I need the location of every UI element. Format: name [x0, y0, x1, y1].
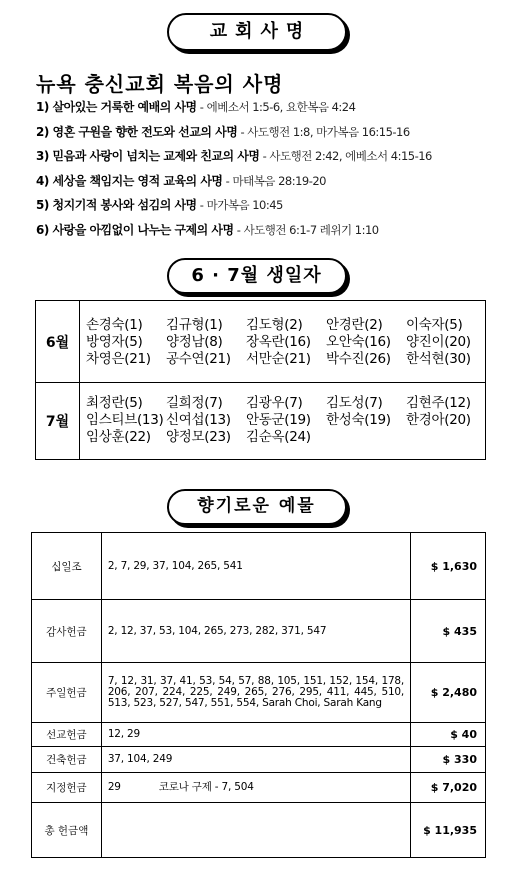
offering-header-pill: 향기로운 예물: [167, 489, 347, 525]
birthday-name: 김광우(7): [246, 395, 303, 411]
birthday-name: 김순옥(24): [246, 429, 311, 445]
offering-amount: $ 435: [411, 600, 486, 663]
month-label: 7월: [36, 383, 80, 459]
mission-item: 1) 살아있는 거룩한 예배의 사명 - 에베소서 1:5-6, 요한복음 4:24: [36, 100, 356, 114]
offering-amount: $ 7,020: [411, 773, 486, 803]
birthday-name: 박수진(26): [326, 351, 391, 367]
offering-amount: $ 40: [411, 723, 486, 747]
birthday-name: 이숙자(5): [406, 317, 463, 333]
offering-note: 코로나 구제 - 7, 504: [158, 781, 254, 793]
birthday-name: 김도형(2): [246, 317, 303, 333]
offering-category: 감사헌금: [32, 600, 102, 663]
offering-total-amount: $ 11,935: [411, 803, 486, 858]
birthday-names-june: [86, 317, 486, 368]
offering-category: 총 헌금액: [32, 803, 102, 858]
birthday-name: 김현주(12): [406, 395, 471, 411]
mission-list: [36, 99, 506, 246]
birthday-name: 최정란(5): [86, 395, 143, 411]
offering-numbers: 7, 12, 31, 37, 41, 53, 54, 57, 88, 105, 151, 152, 154, 178, 206, 207, 224, 225, 249, 265, 276, 295, 411, 445, 510, 513, 523, 527, 547, 551, 554, Sarah Choi, Sarah Kang: [101, 663, 410, 723]
table-row: [32, 533, 486, 600]
birthday-name: 길희정(7): [166, 395, 223, 411]
birthday-name: 손경숙(1): [86, 317, 143, 333]
offering-amount: $ 1,630: [411, 533, 486, 600]
offering-numbers: 29 코로나 구제 - 7, 504: [101, 773, 410, 803]
birthday-name: 신여섭(13): [166, 412, 231, 428]
offering-category: 주일헌금: [32, 663, 102, 723]
birthday-name: 한석현(30): [406, 351, 471, 367]
table-row: [32, 600, 486, 663]
offering-category: 건축헌금: [32, 747, 102, 773]
offering-numbers: 12, 29: [101, 723, 410, 747]
birthday-name: 김도성(7): [326, 395, 383, 411]
birthday-name: 임스티브(13): [86, 412, 164, 428]
birthday-name: 차영은(21): [86, 351, 151, 367]
birthday-name: 김규형(1): [166, 317, 223, 333]
offering-table: [31, 532, 486, 858]
mission-item: 4) 세상을 책임지는 영적 교육의 사명 - 마태복음 28:19-20: [36, 173, 326, 188]
birthday-name: 한경아(20): [406, 412, 471, 428]
table-row: [32, 803, 486, 858]
table-row: [32, 663, 486, 723]
mission-item: 5) 청지기적 봉사와 섬김의 사명 - 마가복음 10:45: [36, 198, 283, 212]
offering-numbers: 2, 7, 29, 37, 104, 265, 541: [101, 533, 410, 600]
offering-numbers: 37, 104, 249: [101, 747, 410, 773]
offering-numbers: [101, 803, 410, 858]
birthday-name: 양정남(8): [166, 334, 223, 350]
mission-header-pill: 교회사명: [167, 13, 347, 51]
offering-numbers: 2, 12, 37, 53, 104, 265, 273, 282, 371, 547: [101, 600, 410, 663]
offering-category: 선교헌금: [32, 723, 102, 747]
birthday-name: 한성숙(19): [326, 412, 391, 428]
birthday-name: 장옥란(16): [246, 334, 311, 350]
birthday-row-june: [36, 301, 485, 383]
birthday-name: 서만순(21): [246, 351, 311, 367]
birthday-table: [35, 300, 486, 460]
offering-amount: $ 330: [411, 747, 486, 773]
mission-item: 6) 사랑을 아낌없이 나누는 구제의 사명 - 사도행전 6:1-7 레위기 1:10: [36, 222, 379, 237]
birthday-name: 오안숙(16): [326, 334, 391, 350]
month-label: 6월: [36, 301, 80, 382]
birthday-name: 방영자(5): [86, 334, 143, 350]
mission-item: 3) 믿음과 사랑이 넘치는 교제와 친교의 사명 - 사도행전 2:42, 에베소서 4:15-16: [36, 149, 432, 163]
birthday-name: 양진이(20): [406, 334, 471, 350]
birthday-name: 안동군(19): [246, 412, 311, 428]
mission-title: 뉴욕 충신교회 복음의 사명: [36, 72, 284, 96]
birthday-header-pill: 6 · 7월 생일자: [167, 258, 347, 294]
offering-category: 지정헌금: [32, 773, 102, 803]
birthday-name: 임상훈(22): [86, 429, 151, 445]
table-row: [32, 773, 486, 803]
offering-category: 십일조: [32, 533, 102, 600]
table-row: [32, 723, 486, 747]
mission-item: 2) 영혼 구원을 향한 전도와 선교의 사명 - 사도행전 1:8, 마가복음 16:15-16: [36, 124, 410, 139]
birthday-name: 양정모(23): [166, 429, 231, 445]
birthday-name: 공수연(21): [166, 351, 231, 367]
birthday-name: 안경란(2): [326, 317, 383, 333]
offering-amount: $ 2,480: [411, 663, 486, 723]
birthday-row-july: [36, 383, 485, 459]
birthday-names-july: [86, 395, 486, 446]
table-row: [32, 747, 486, 773]
